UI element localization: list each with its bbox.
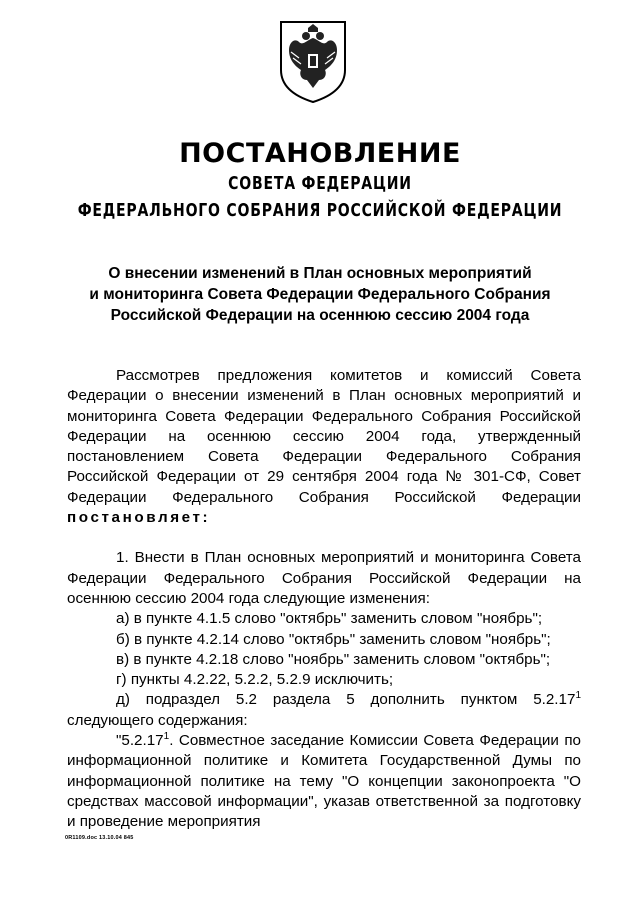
subject-line: О внесении изменений в План основных мероприятий (108, 265, 532, 282)
item-b: б) в пункте 4.2.14 слово "октябрь" заменить словом "ноябрь"; (116, 630, 551, 648)
item-g: г) пункты 4.2.22, 5.2.2, 5.2.9 исключить; (116, 671, 394, 689)
issuing-body-line1: СОВЕТА ФЕДЕРАЦИИ (228, 173, 412, 194)
item-a: а) в пункте 4.1.5 слово "октябрь" заменить словом "ноябрь"; (116, 610, 543, 628)
superscript: 1 (575, 690, 581, 702)
superscript: 1 (163, 730, 170, 742)
item-d-tail: следующего содержания: (67, 711, 248, 729)
item-d (67, 690, 581, 731)
quoted-item-text: . Совместное заседание Комиссии Совета Федерации по информационной политике и Комитета Государственной Думы по информационной политике на тему "О концепции законопроекта "О средствах массовой информации", указав ответственной за подготовку и проведение мероприятия (67, 732, 581, 831)
issuing-body-line2: ФЕДЕРАЛЬНОГО СОБРАНИЯ РОССИЙСКОЙ ФЕДЕРАЦИИ (77, 200, 563, 221)
file-reference: 0R1109.doc 13.10.04 845 (65, 835, 134, 841)
document-subject (40, 263, 600, 326)
coat-of-arms-icon (277, 18, 349, 104)
item-v: в) в пункте 4.2.18 слово "ноябрь" заменить словом "октябрь"; (116, 650, 551, 668)
item-d-text: д) подраздел 5.2 раздела 5 дополнить пунктом 5.2.17 (116, 691, 576, 709)
subject-line: и мониторинга Совета Федерации Федерального Собрания (89, 286, 551, 303)
quoted-item (67, 731, 581, 832)
preamble-paragraph (67, 366, 581, 528)
document-body (67, 366, 581, 833)
item-1: 1. Внести в План основных мероприятий и мониторинга Совета Федерации Федерального Собрания Российской Федерации на осеннюю сессию 2004 года следующие изменения: (67, 549, 581, 607)
subject-line: Российской Федерации на осеннюю сессию 2004 года (110, 307, 530, 324)
quoted-item-number: "5.2.17 (116, 732, 164, 750)
decree-word: постановляет: (67, 509, 211, 527)
preamble-text: Рассмотрев предложения комитетов и комиссий Совета Федерации о внесении изменений в План основных мероприятий и мониторинга Совета Федерации Федерального Собрания Российской Федерации на осеннюю сессию 2004 года, утвержденный постановлением Совета Федерации Федерального Собрания Российской Федерации от 29 сентября 2004 года № 301-СФ, Совет Федерации Федерального Собрания Российской Федерации (67, 367, 581, 506)
document-title: ПОСТАНОВЛЕНИЕ (179, 138, 461, 169)
